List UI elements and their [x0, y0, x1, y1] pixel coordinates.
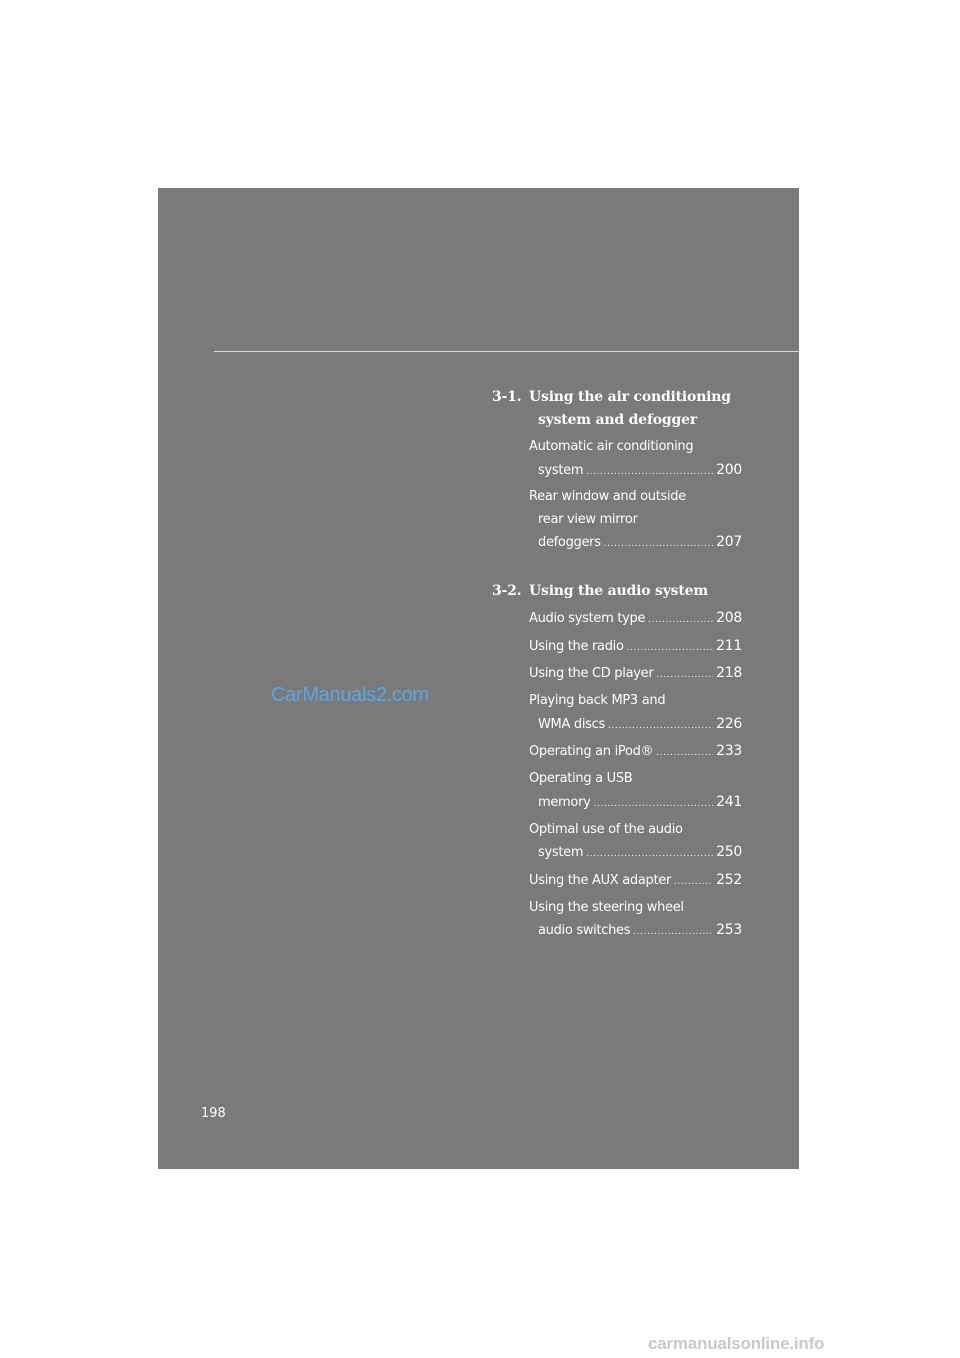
page-ref: 207	[716, 534, 742, 551]
leader-dots	[633, 921, 713, 944]
toc-entry[interactable]: Using the AUX adapter ..... 252	[529, 869, 742, 894]
page-ref: 226	[716, 715, 742, 732]
leader-dots	[586, 843, 713, 866]
leader-dots	[656, 742, 713, 765]
page-ref: 252	[716, 871, 742, 888]
section-heading	[492, 580, 742, 603]
table-of-contents	[492, 386, 742, 968]
toc-entry[interactable]: Using the steering wheel audio switches ..... 253	[529, 897, 742, 944]
toc-section-3-1	[492, 386, 742, 556]
page-ref: 233	[716, 743, 742, 760]
watermark-logo: CarManuals2.com	[271, 684, 429, 706]
page-ref: 211	[716, 637, 742, 654]
page-ref: 250	[716, 844, 742, 861]
leader-dots	[604, 533, 713, 556]
watermark-footer: carmanualsonline.info	[648, 1334, 825, 1353]
toc-entry[interactable]: Automatic air conditioning system ..... 200	[529, 436, 742, 483]
toc-entry[interactable]: Operating an iPod® ..... 233	[529, 740, 742, 765]
leader-dots	[608, 715, 713, 738]
section-heading	[492, 386, 742, 432]
leader-dots	[627, 637, 714, 660]
page-ref: 241	[716, 793, 742, 810]
leader-dots	[674, 871, 713, 894]
section-title[interactable]: Using the audio system	[529, 582, 708, 599]
toc-entry[interactable]: Using the radio ..... 211	[529, 635, 742, 660]
page-number: 198	[201, 1106, 226, 1121]
leader-dots	[586, 461, 713, 484]
divider-line	[214, 351, 799, 352]
section-number: 3-1.	[492, 389, 522, 405]
leader-dots	[656, 664, 713, 687]
toc-entry[interactable]: Rear window and outside rear view mirror defoggers ..... 207	[529, 486, 742, 556]
page-ref: 208	[716, 609, 742, 626]
toc-entry[interactable]: Operating a USB memory ..... 241	[529, 768, 742, 815]
chapter-panel	[158, 188, 799, 1169]
section-title[interactable]: Using the air conditioning system and defogger	[529, 389, 731, 428]
page-ref: 200	[716, 461, 742, 478]
toc-section-3-2	[492, 580, 742, 944]
toc-entry[interactable]: Audio system type ..... 208	[529, 607, 742, 632]
page-ref: 218	[716, 665, 742, 682]
leader-dots	[594, 793, 714, 816]
toc-entry[interactable]: Optimal use of the audio system ..... 250	[529, 819, 742, 866]
section-number: 3-2.	[492, 582, 522, 599]
toc-entry[interactable]: Using the CD player ..... 218	[529, 662, 742, 687]
toc-entry[interactable]: Playing back MP3 and WMA discs ..... 226	[529, 690, 742, 737]
leader-dots	[648, 609, 713, 632]
page-ref: 253	[716, 922, 742, 939]
